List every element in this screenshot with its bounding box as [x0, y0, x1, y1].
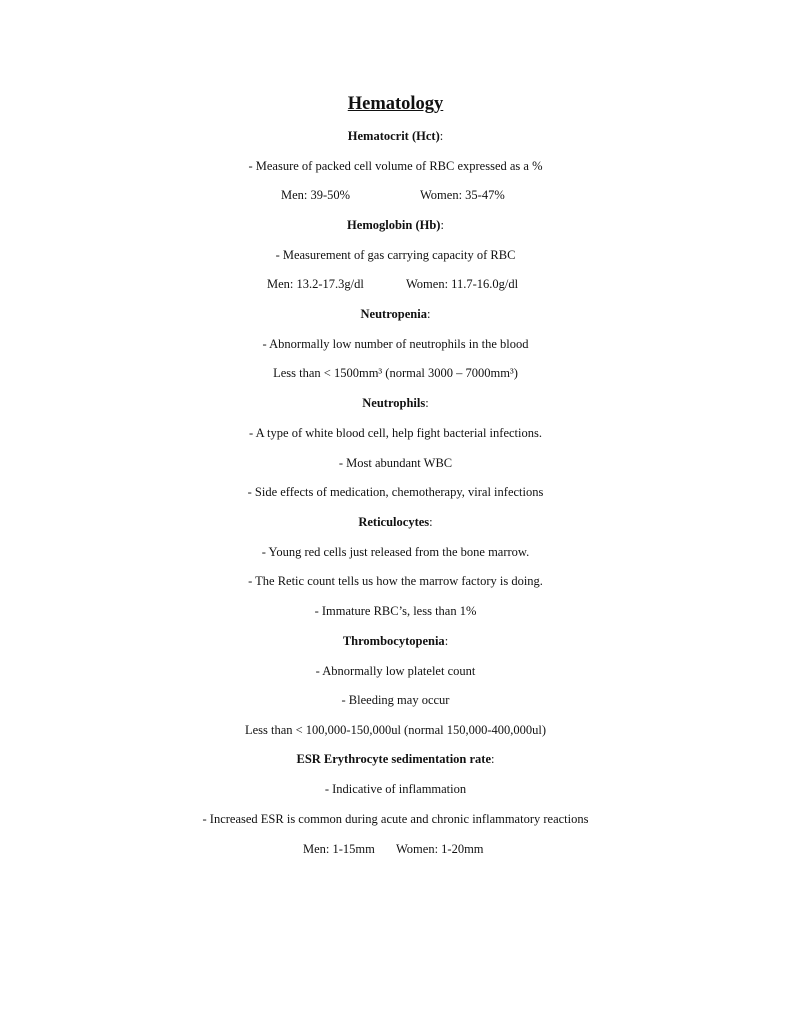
heading-text: Neutrophils [362, 396, 426, 410]
neutrophils-line-3: - Side effects of medication, chemotherapy, viral infections [247, 485, 544, 499]
neutropenia-line-1: - Abnormally low number of neutrophils in the blood [262, 337, 529, 351]
heading-text: Hematocrit (Hct) [347, 129, 440, 143]
section-heading-hemoglobin: Hemoglobin (Hb): [347, 218, 444, 232]
hematocrit-description: - Measure of packed cell volume of RBC expressed as a % [248, 159, 543, 173]
neutrophils-line-2: - Most abundant WBC [338, 456, 453, 470]
esr-line-1: - Indicative of inflammation [324, 782, 467, 796]
heading-text: Thrombocytopenia [342, 634, 445, 648]
esr-women-range: Women: 1-20mm [396, 842, 484, 856]
section-heading-thrombocytopenia: Thrombocytopenia: [342, 634, 449, 648]
heading-text: Neutropenia [360, 307, 427, 321]
hemoglobin-men-range: Men: 13.2-17.3g/dl [267, 277, 364, 291]
heading-text: ESR Erythrocyte sedimentation rate [296, 752, 492, 766]
thrombocytopenia-line-3: Less than < 100,000-150,000ul (normal 150,000-400,000ul) [244, 723, 547, 737]
neutrophils-line-1: - A type of white blood cell, help fight bacterial infections. [249, 426, 542, 440]
hematocrit-women-range: Women: 35-47% [420, 188, 505, 202]
section-heading-hematocrit: Hematocrit (Hct): [347, 129, 444, 143]
hemoglobin-description: - Measurement of gas carrying capacity of RBC [275, 248, 516, 262]
reticulocytes-line-3: - Immature RBC’s, less than 1% [314, 604, 477, 618]
document-title: Hematology [347, 94, 444, 114]
thrombocytopenia-line-1: - Abnormally low platelet count [315, 664, 476, 678]
section-heading-esr: ESR Erythrocyte sedimentation rate: [296, 752, 495, 766]
neutropenia-line-2: Less than < 1500mm³ (normal 3000 – 7000mm³) [273, 366, 518, 380]
thrombocytopenia-line-2: - Bleeding may occur [341, 693, 450, 707]
hematocrit-men-range: Men: 39-50% [281, 188, 351, 202]
esr-line-2: - Increased ESR is common during acute and chronic inflammatory reactions [202, 812, 589, 826]
heading-text: Hemoglobin (Hb) [347, 218, 441, 232]
section-heading-neutropenia: Neutropenia: [360, 307, 431, 321]
reticulocytes-line-2: - The Retic count tells us how the marrow factory is doing. [248, 574, 543, 588]
hemoglobin-women-range: Women: 11.7-16.0g/dl [406, 277, 519, 291]
reticulocytes-line-1: - Young red cells just released from the bone marrow. [261, 545, 530, 559]
section-heading-neutrophils: Neutrophils: [362, 396, 429, 410]
heading-text: Reticulocytes [358, 515, 430, 529]
esr-men-range: Men: 1-15mm [303, 842, 375, 856]
section-heading-reticulocytes: Reticulocytes: [358, 515, 433, 529]
